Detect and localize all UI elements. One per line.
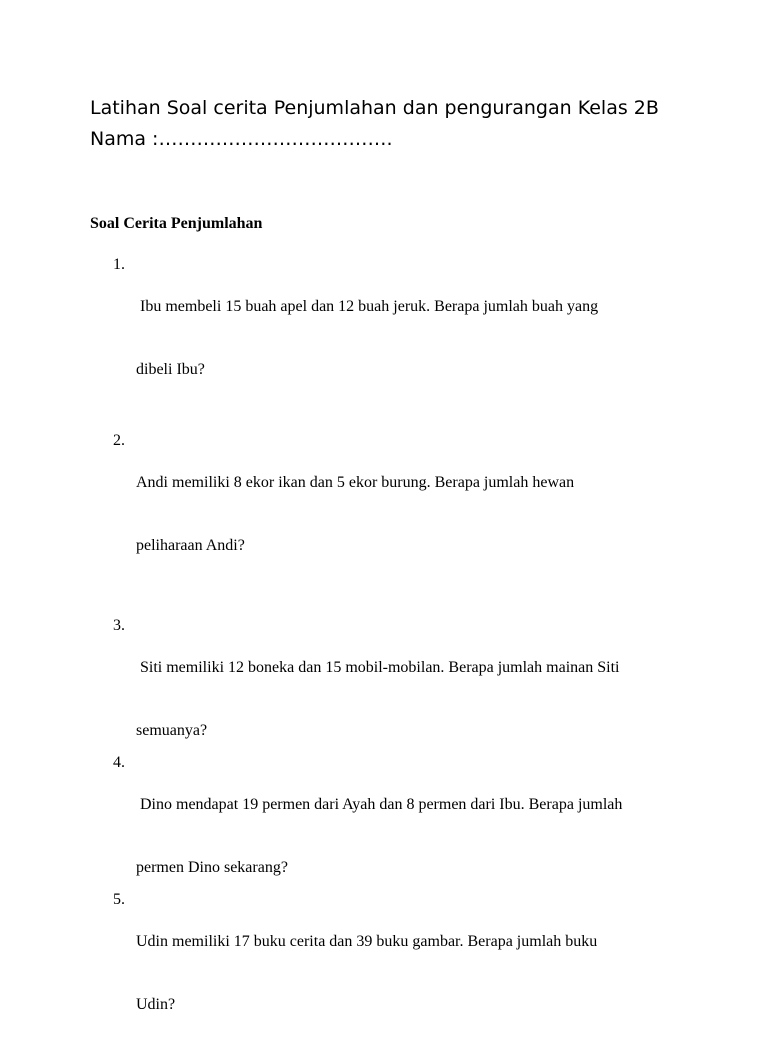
question-text [136,889,693,1057]
question-item [113,430,693,598]
name-line: Nama :………………………………. [90,128,393,150]
question-line: Andi memiliki 8 ekor ikan dan 5 ekor burung. Berapa jumlah hewan [136,474,575,491]
question-line: Udin memiliki 17 buku cerita dan 39 buku gambar. Berapa jumlah buku [136,933,598,950]
section-title: Soal Cerita Penjumlahan [90,215,263,232]
question-number: 4. [113,754,125,771]
question-text [136,430,693,598]
question-line: semuanya? [136,722,208,739]
question-text [136,254,693,422]
question-item [113,254,693,422]
question-number: 1. [113,256,125,273]
question-line: Dino mendapat 19 permen dari Ayah dan 8 permen dari Ibu. Berapa jumlah [136,796,623,813]
question-number: 2. [113,432,125,449]
question-line: permen Dino sekarang? [136,859,288,876]
question-line: Siti memiliki 12 boneka dan 15 mobil-mobilan. Berapa jumlah mainan Siti [136,659,620,676]
document-header [90,93,730,155]
question-line: peliharaan Andi? [136,537,245,554]
question-line: Udin? [136,996,176,1013]
question-number: 5. [113,891,125,908]
question-line: dibeli Ibu? [136,361,205,378]
question-line: Ibu membeli 15 buah apel dan 12 buah jeruk. Berapa jumlah buah yang [136,298,599,315]
document-title: Latihan Soal cerita Penjumlahan dan pengurangan Kelas 2B [90,97,659,119]
question-number: 3. [113,617,125,634]
question-item [113,889,693,1057]
